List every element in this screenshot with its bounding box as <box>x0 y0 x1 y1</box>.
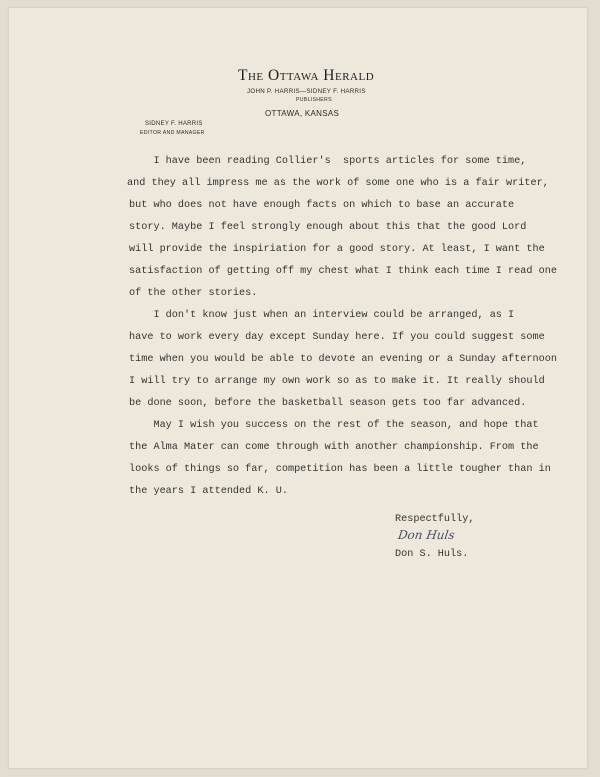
body-line: the years I attended K. U. <box>129 486 288 497</box>
body-line: time when you would be able to devote an evening or a Sunday afternoon <box>129 354 557 365</box>
publishers-label: PUBLISHERS <box>296 97 332 103</box>
publishers-names: JOHN P. HARRIS—SIDNEY F. HARRIS <box>247 88 366 95</box>
typed-name: Don S. Huls. <box>395 549 469 560</box>
body-line: and they all impress me as the work of some one who is a fair writer, <box>127 178 549 189</box>
body-line: satisfaction of getting off my chest what I think each time I read one <box>129 266 557 277</box>
body-line: have to work every day except Sunday here. If you could suggest some <box>129 332 545 343</box>
body-line: be done soon, before the basketball season gets too far advanced. <box>129 398 527 409</box>
body-line: I don't know just when an interview could be arranged, as I <box>129 310 515 321</box>
handwritten-signature: Don Huls <box>397 528 456 542</box>
letter-body <box>129 151 574 503</box>
closing: Respectfully, <box>395 514 475 525</box>
editor-name: SIDNEY F. HARRIS <box>145 121 203 127</box>
body-line: May I wish you success on the rest of the season, and hope that <box>129 420 539 431</box>
body-line: I have been reading Collier's sports articles for some time, <box>129 156 527 167</box>
body-line: I will try to arrange my own work so as to make it. It really should <box>129 376 545 387</box>
editor-title: EDITOR AND MANAGER <box>140 130 205 136</box>
body-line: story. Maybe I feel strongly enough about this that the good Lord <box>129 222 527 233</box>
body-line: will provide the inspiriation for a good story. At least, I want the <box>129 244 545 255</box>
body-line: of the other stories. <box>129 288 258 299</box>
body-line: looks of things so far, competition has been a little tougher than in <box>129 464 551 475</box>
city-line: OTTAWA, KANSAS <box>265 109 340 118</box>
body-line: the Alma Mater can come through with another championship. From the <box>129 442 539 453</box>
newspaper-title: The Ottawa Herald <box>238 67 375 84</box>
body-line: but who does not have enough facts on which to base an accurate <box>129 200 515 211</box>
